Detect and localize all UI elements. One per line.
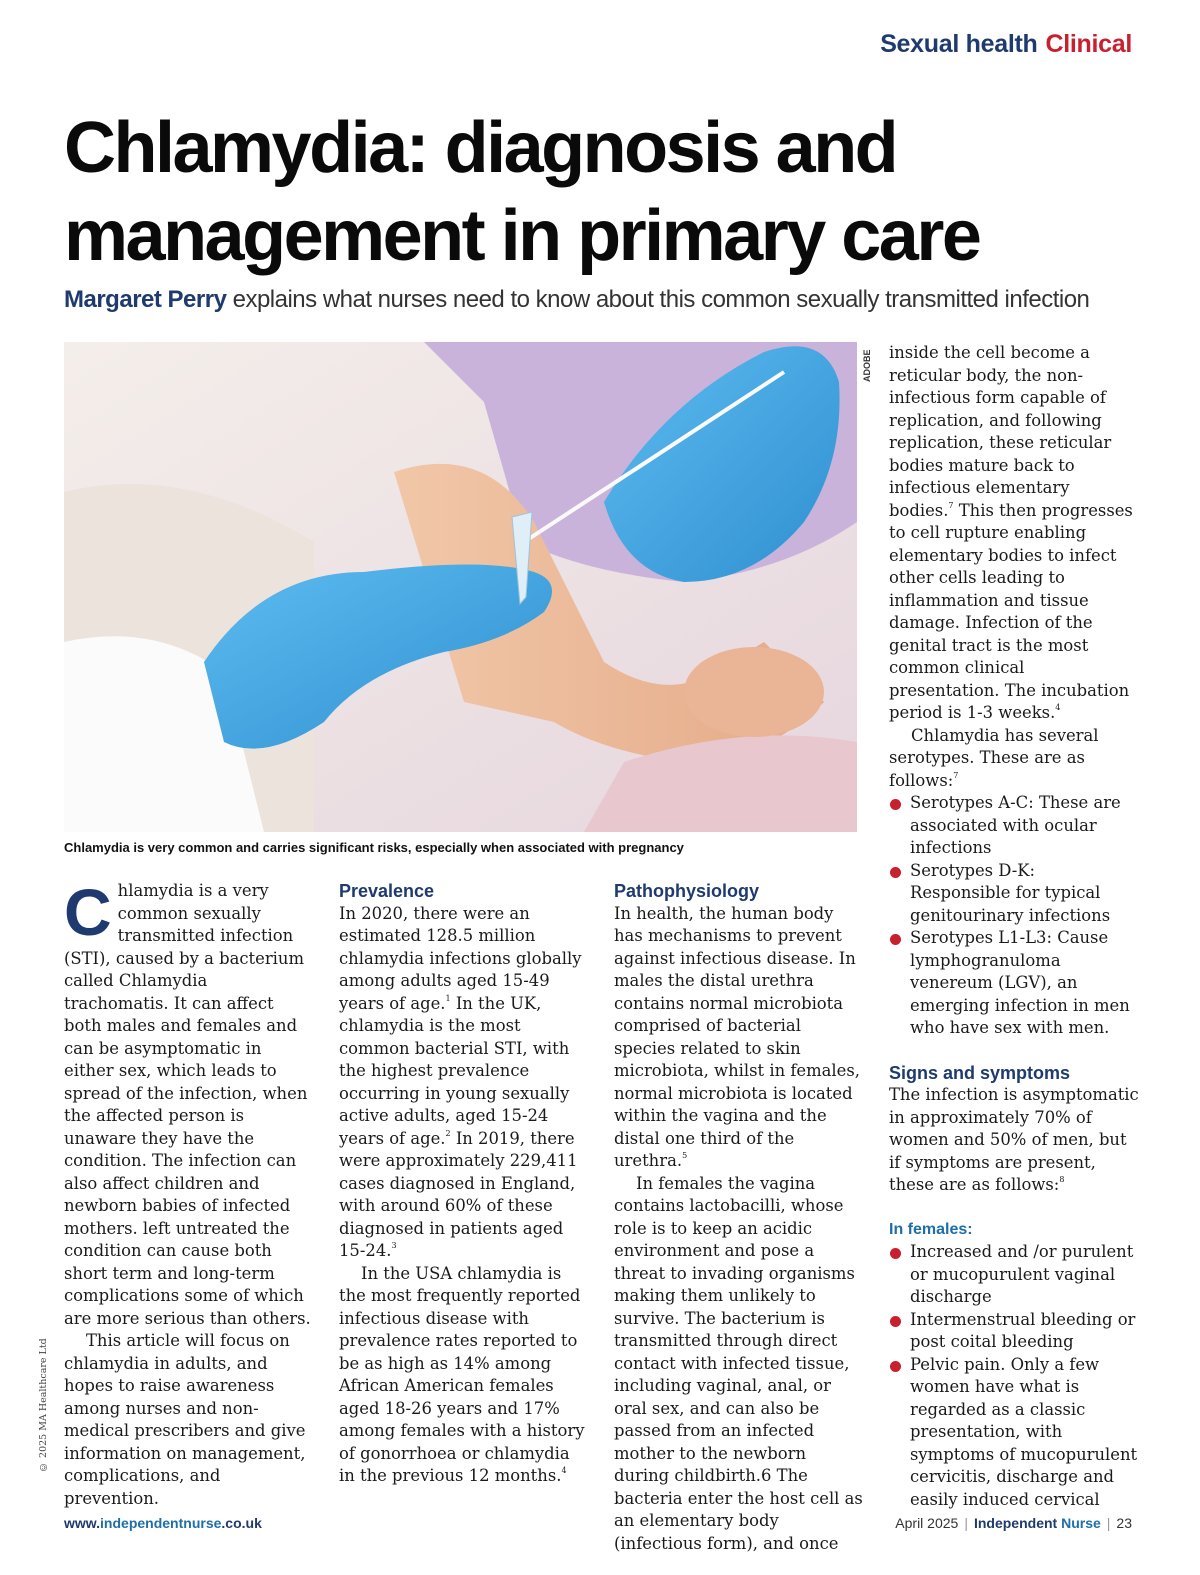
column-2 bbox=[339, 880, 589, 1488]
headline-line-1: Chlamydia: diagnosis and bbox=[64, 108, 897, 188]
intro-paragraph bbox=[64, 875, 314, 1330]
prevalence-usa-text: In the USA chlamydia is the most frequently reported infectious disease with prevalence rates reported to be as high as 14% among African American females aged 18-26 years and 17% among females with a history of gonorrhoea or chlamydia in the previous 12 months. bbox=[339, 1263, 585, 1485]
serotypes-intro-text: Chlamydia has several serotypes. These are as follows: bbox=[889, 725, 1099, 790]
drop-cap: C bbox=[64, 875, 112, 949]
prevalence-text-a: In 2020, there were an estimated 128.5 million chlamydia infections globally among adults aged 15-49 years of age. bbox=[339, 903, 582, 1013]
prevalence-heading: Prevalence bbox=[339, 881, 435, 901]
pathophysiology-heading: Pathophysiology bbox=[614, 881, 760, 901]
issue-date: April 2025 bbox=[895, 1515, 959, 1531]
article-scope-paragraph: This article will focus on chlamydia in adults, and hopes to raise awareness among nurses and non-medical prescribers and give information on management, complications, and prevention. bbox=[64, 1331, 306, 1508]
url-prefix: www. bbox=[64, 1515, 101, 1531]
list-item: Serotypes D-K: Responsible for typical genitourinary infections bbox=[889, 860, 1139, 928]
column-3 bbox=[614, 880, 864, 1555]
section-name: Sexual health bbox=[880, 30, 1038, 58]
copyright-notice: © 2025 MA Healthcare Ltd bbox=[38, 1338, 49, 1472]
reference-marker: 4 bbox=[561, 1466, 567, 1475]
list-item: Increased and /or purulent or mucopurulent vaginal discharge bbox=[889, 1241, 1139, 1309]
author-name: Margaret Perry bbox=[64, 286, 227, 313]
lifecycle-text-a: inside the cell become a reticular body, the non-infectious form capable of replication, and following replication, these reticular bodies mature back to infectious elementary bodies. bbox=[889, 343, 1112, 520]
magazine-name-part-1: Independent bbox=[973, 1515, 1058, 1531]
prevalence-paragraph-1 bbox=[339, 903, 589, 1263]
pathophysiology-paragraph-1 bbox=[614, 903, 864, 1173]
reference-marker: 7 bbox=[953, 770, 959, 780]
reference-marker: 3 bbox=[391, 1241, 397, 1250]
url-highlight: independentnurse bbox=[100, 1515, 222, 1531]
column-4 bbox=[889, 342, 1139, 1511]
photo-credit: ADOBE bbox=[862, 349, 872, 382]
serotypes-list bbox=[889, 792, 1139, 1040]
reference-marker: 7 bbox=[948, 500, 954, 510]
photo-caption: Chlamydia is very common and carries significant risks, especially when associated with pregnancy bbox=[64, 840, 684, 855]
standfirst bbox=[64, 286, 1144, 314]
in-females-subheading: In females: bbox=[889, 1220, 973, 1238]
url-suffix: .co.uk bbox=[221, 1515, 262, 1531]
list-item: Serotypes L1-L3: Cause lymphogranuloma venereum (LGV), an emerging infection in men who have sex with men. bbox=[889, 927, 1139, 1040]
reference-marker: 8 bbox=[1059, 1175, 1065, 1184]
headline-line-2: management in primary care bbox=[64, 196, 980, 276]
lifecycle-text-b: This then progresses to cell rupture enabling elementary bodies to infect other cells leading to inflammation and tissue damage. Infection of the genital tract is the most common clinical presentation. The incubation period is 1-3 weeks. bbox=[889, 500, 1133, 722]
prevalence-paragraph-2 bbox=[339, 1263, 589, 1488]
list-item: Pelvic pain. Only a few women have what is regarded as a classic presentation, with symptoms of mucopurulent cervicitis, discharge and easily induced cervical bbox=[889, 1354, 1139, 1512]
pathophysiology-text-1: In health, the human body has mechanisms to prevent against infectious disease. In males the distal urethra contains normal microbiota comprised of bacterial species related to skin microbiota, whilst in females, normal microbiota is located within the vagina and the distal one third of the urethra. bbox=[614, 903, 860, 1170]
list-item: Intermenstrual bleeding or post coital bleeding bbox=[889, 1309, 1139, 1354]
intro-text: hlamydia is a very common sexually transmitted infection (STI), caused by a bacterium called Chlamydia trachomatis. It can affect both males and females and can be asymptomatic in either sex, which leads to spread of the infection, when the affected person is unaware they have the condition. The infection can also affect children and newborn babies of infected mothers. left untreated the condition can cause both short term and long-term complications some of which are more serious than others. bbox=[64, 881, 311, 1328]
article-photo bbox=[64, 342, 857, 832]
signs-symptoms-text: The infection is asymptomatic in approximately 70% of women and 50% of men, but if symptoms are present, these are as follows: bbox=[889, 1085, 1139, 1194]
lifecycle-paragraph bbox=[889, 342, 1139, 725]
standfirst-text: explains what nurses need to know about this common sexually transmitted infection bbox=[232, 286, 1090, 313]
magazine-name bbox=[974, 1515, 1101, 1531]
signs-symptoms-paragraph bbox=[889, 1084, 1139, 1197]
pathophysiology-paragraph-2: In females the vagina contains lactobacilli, whose role is to keep an acidic environment and pose a threat to invading organisms making them unlikely to survive. The bacterium is transmitted through direct contact with infected tissue, including vaginal, anal, or oral sex, and can also be passed from an infected mother to the newborn during childbirth.6 The bacteria enter the host cell as an elementary body (infectious form), and once bbox=[614, 1173, 863, 1553]
section-tag bbox=[880, 30, 1132, 59]
article-headline bbox=[64, 104, 1144, 280]
reference-marker: 2 bbox=[445, 1128, 451, 1138]
signs-symptoms-heading: Signs and symptoms bbox=[889, 1062, 1071, 1083]
footer-website-link[interactable] bbox=[64, 1515, 262, 1531]
serotypes-intro bbox=[889, 725, 1139, 793]
prevalence-text-c: In 2019, there were approximately 229,411 cases diagnosed in England, with around 60% of these diagnosed in patients aged 15-24. bbox=[339, 1128, 578, 1260]
prevalence-text-b: In the UK, chlamydia is the most common bacterial STI, with the highest prevalence occurring in young sexually active adults, aged 15-24 years of age. bbox=[339, 993, 570, 1148]
photo-illustration bbox=[64, 342, 857, 832]
reference-marker: 5 bbox=[682, 1151, 688, 1160]
category-name: Clinical bbox=[1045, 30, 1132, 58]
reference-marker: 1 bbox=[445, 993, 451, 1003]
magazine-name-part-2: Nurse bbox=[1061, 1515, 1101, 1531]
column-1 bbox=[64, 875, 314, 1510]
female-symptoms-list bbox=[889, 1241, 1139, 1511]
footer-issue-info: April 2025 | Independent Nurse | 23 bbox=[895, 1515, 1132, 1531]
page-number: 23 bbox=[1116, 1515, 1132, 1531]
list-item: Serotypes A-C: These are associated with ocular infections bbox=[889, 792, 1139, 860]
reference-marker: 4 bbox=[1055, 703, 1061, 712]
